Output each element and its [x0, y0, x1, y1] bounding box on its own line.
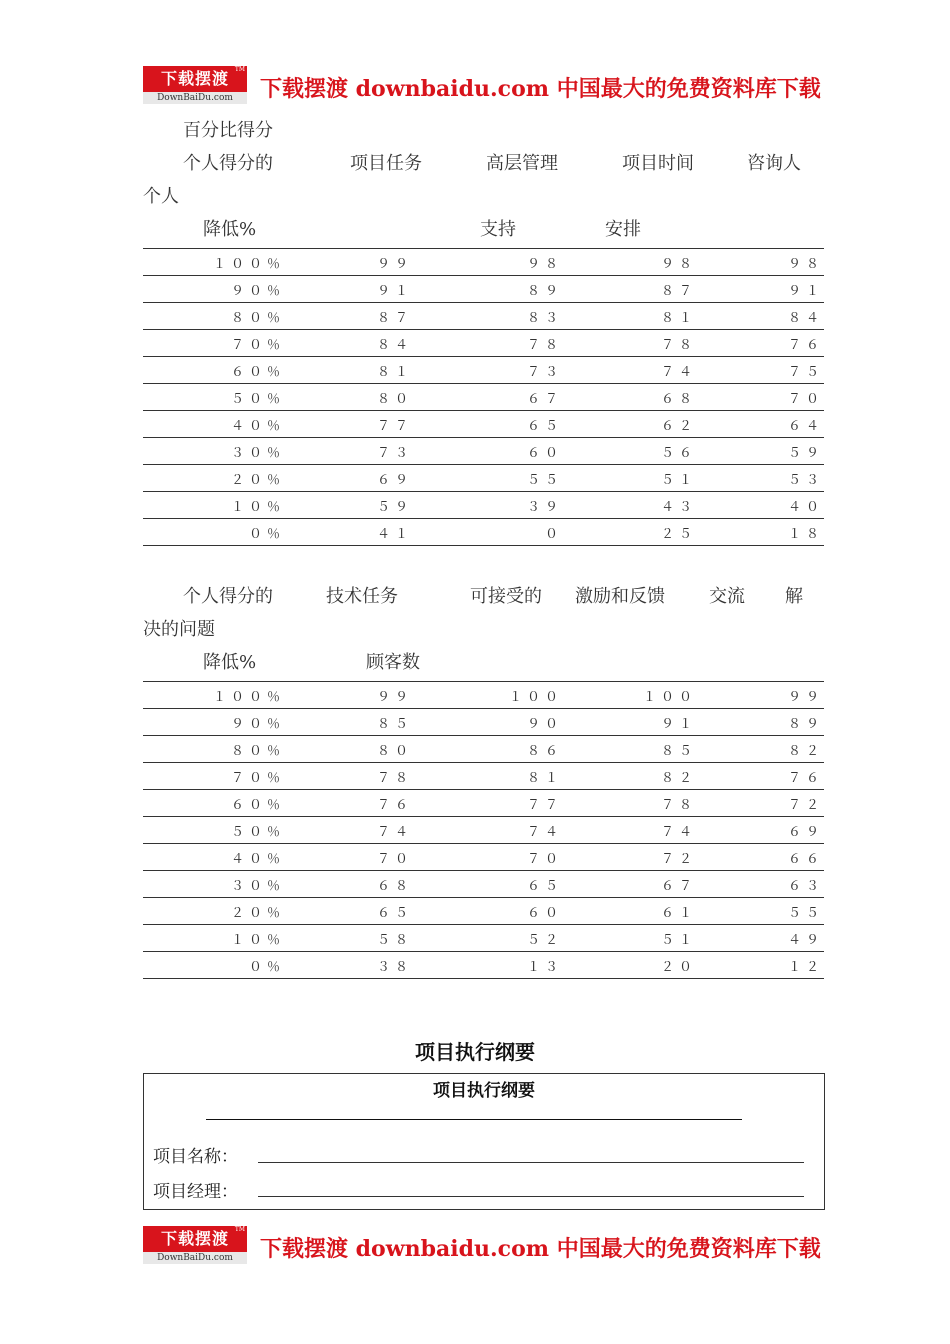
percent-cell: ２０％ [143, 898, 285, 925]
score-cell: ７４ [563, 357, 697, 384]
percent-cell: ６０％ [143, 357, 285, 384]
percent-cell: ０％ [143, 519, 285, 546]
table-row [143, 465, 824, 492]
table1-caption: 百分比得分 [183, 120, 273, 141]
score-cell: ６４ [697, 411, 824, 438]
score-cell: ６９ [285, 465, 413, 492]
score-cell: ８５ [563, 736, 697, 763]
score-cell: ８２ [697, 736, 824, 763]
score-cell: １００ [563, 682, 697, 709]
score-cell: ６６ [697, 844, 824, 871]
score-table-1 [143, 248, 824, 546]
score-cell: ７８ [285, 763, 413, 790]
percent-cell: １０％ [143, 492, 285, 519]
percent-cell: ６０％ [143, 790, 285, 817]
table1-header-support: 支持 [480, 219, 516, 240]
score-cell: ９８ [563, 249, 697, 276]
logo-subtitle: DownBaiDu.com [143, 1252, 247, 1264]
score-cell: ６８ [563, 384, 697, 411]
table-row [143, 357, 824, 384]
score-cell: ９８ [413, 249, 563, 276]
summary-section-title: 项目执行纲要 [415, 1040, 535, 1064]
score-cell: ４０ [697, 492, 824, 519]
score-cell: ７５ [697, 357, 824, 384]
percent-cell: ８０％ [143, 303, 285, 330]
table-row [143, 384, 824, 411]
score-cell: ５６ [563, 438, 697, 465]
score-cell: １８ [697, 519, 824, 546]
project-manager-label: 项目经理： [153, 1182, 238, 1202]
score-cell: ７０ [285, 844, 413, 871]
score-cell: ５３ [697, 465, 824, 492]
score-cell: ７７ [413, 790, 563, 817]
score-cell: ９１ [285, 276, 413, 303]
table-row [143, 736, 824, 763]
score-cell: ５１ [563, 925, 697, 952]
title-underline [206, 1119, 742, 1120]
score-cell: ９０ [413, 709, 563, 736]
percent-cell: ９０％ [143, 276, 285, 303]
percent-cell: ２０％ [143, 465, 285, 492]
score-cell: ７３ [413, 357, 563, 384]
logo-title: 下载摆渡 [143, 66, 247, 92]
score-cell: ７６ [697, 330, 824, 357]
table-row [143, 763, 824, 790]
table-row [143, 303, 824, 330]
score-cell: ７４ [285, 817, 413, 844]
percent-cell: ５０％ [143, 817, 285, 844]
table-row [143, 330, 824, 357]
table-row [143, 519, 824, 546]
banner-link-text[interactable]: 下载摆渡 downbaidu.com 中国最大的免费资料库下载 [260, 76, 821, 102]
score-cell: ８２ [563, 763, 697, 790]
score-cell: ６２ [563, 411, 697, 438]
score-cell: ７２ [697, 790, 824, 817]
score-cell: ４１ [285, 519, 413, 546]
score-cell: ６８ [285, 871, 413, 898]
score-cell: ９８ [697, 249, 824, 276]
table2-header-customers: 顾客数 [366, 652, 420, 673]
score-cell: ７８ [563, 790, 697, 817]
table2-header-col5: 解 [785, 586, 803, 607]
header-banner [143, 66, 821, 106]
score-cell: ８０ [285, 736, 413, 763]
score-cell: ９９ [285, 249, 413, 276]
table-row [143, 925, 824, 952]
downbaidu-logo[interactable] [143, 66, 247, 104]
table2-header-col0: 个人得分的 [183, 586, 273, 607]
table1-header-col0: 个人得分的 [183, 153, 273, 174]
score-cell: ４９ [697, 925, 824, 952]
score-cell: ８４ [285, 330, 413, 357]
trademark-mark: TM [234, 66, 245, 73]
project-name-label: 项目名称： [153, 1147, 238, 1167]
percent-cell: ５０％ [143, 384, 285, 411]
score-cell: ８１ [413, 763, 563, 790]
table1-header-wrap: 个人 [143, 186, 179, 207]
table2-header-col3: 激励和反馈 [575, 586, 665, 607]
percent-cell: ３０％ [143, 871, 285, 898]
score-cell: ６５ [413, 411, 563, 438]
score-cell: ２０ [563, 952, 697, 979]
logo-title: 下载摆渡 [143, 1226, 247, 1252]
score-cell: ３９ [413, 492, 563, 519]
score-cell: １００ [413, 682, 563, 709]
score-cell: ５２ [413, 925, 563, 952]
table2-header-col1: 技术任务 [326, 586, 398, 607]
table-row [143, 682, 824, 709]
table2-header-col2: 可接受的 [470, 586, 542, 607]
table-row [143, 844, 824, 871]
summary-box-title: 项目执行纲要 [433, 1081, 535, 1101]
table2-header-col4: 交流 [709, 586, 745, 607]
percent-cell: ４０％ [143, 411, 285, 438]
table-row [143, 817, 824, 844]
score-cell: ６７ [563, 871, 697, 898]
table-row [143, 709, 824, 736]
percent-cell: ９０％ [143, 709, 285, 736]
score-cell: ８６ [413, 736, 563, 763]
trademark-mark: TM [234, 1226, 245, 1233]
table2-header-wrap: 决的问题 [143, 619, 215, 640]
score-cell: ７６ [285, 790, 413, 817]
score-cell: ４３ [563, 492, 697, 519]
score-cell: ７０ [413, 844, 563, 871]
score-cell: ７０ [697, 384, 824, 411]
score-cell: ２５ [563, 519, 697, 546]
score-cell: ６０ [413, 898, 563, 925]
score-cell: ８９ [413, 276, 563, 303]
score-cell: ６３ [697, 871, 824, 898]
score-cell: ５８ [285, 925, 413, 952]
percent-cell: ７０％ [143, 763, 285, 790]
score-cell: ７３ [285, 438, 413, 465]
score-cell: ５５ [697, 898, 824, 925]
score-cell: ８１ [563, 303, 697, 330]
table-row [143, 790, 824, 817]
score-cell: ７４ [563, 817, 697, 844]
table1-header-col3: 项目时间 [622, 153, 694, 174]
score-cell: ６１ [563, 898, 697, 925]
score-cell: ６７ [413, 384, 563, 411]
percent-cell: ７０％ [143, 330, 285, 357]
score-cell: ８３ [413, 303, 563, 330]
table-row [143, 952, 824, 979]
percent-cell: １００％ [143, 249, 285, 276]
table-row [143, 276, 824, 303]
table1-header-reduce: 降低% [203, 219, 257, 240]
score-cell: ６０ [413, 438, 563, 465]
score-cell: ５９ [697, 438, 824, 465]
score-cell: ５９ [285, 492, 413, 519]
percent-cell: ４０％ [143, 844, 285, 871]
score-cell: ３８ [285, 952, 413, 979]
table-row [143, 411, 824, 438]
score-cell: ８７ [285, 303, 413, 330]
score-cell: ９１ [563, 709, 697, 736]
score-cell: １２ [697, 952, 824, 979]
score-cell: ８０ [285, 384, 413, 411]
table1-header-col2: 高层管理 [486, 153, 558, 174]
score-cell: ９１ [697, 276, 824, 303]
table1-header-schedule: 安排 [605, 219, 641, 240]
project-name-field[interactable] [258, 1162, 804, 1163]
score-cell: ８９ [697, 709, 824, 736]
score-cell: ７２ [563, 844, 697, 871]
percent-cell: ８０％ [143, 736, 285, 763]
logo-subtitle: DownBaiDu.com [143, 92, 247, 104]
score-cell: ８１ [285, 357, 413, 384]
table-row [143, 871, 824, 898]
score-cell: ７６ [697, 763, 824, 790]
table-row [143, 898, 824, 925]
score-cell: １３ [413, 952, 563, 979]
score-cell: ５５ [413, 465, 563, 492]
score-cell: ７４ [413, 817, 563, 844]
score-cell: ８７ [563, 276, 697, 303]
score-cell: ０ [413, 519, 563, 546]
score-cell: ８４ [697, 303, 824, 330]
score-cell: ５１ [563, 465, 697, 492]
percent-cell: １０％ [143, 925, 285, 952]
percent-cell: ０％ [143, 952, 285, 979]
score-cell: ６５ [413, 871, 563, 898]
footer-banner [143, 1226, 821, 1266]
project-manager-field[interactable] [258, 1196, 804, 1197]
score-cell: ８５ [285, 709, 413, 736]
score-cell: ９９ [697, 682, 824, 709]
percent-cell: １００％ [143, 682, 285, 709]
table1-header-col1: 项目任务 [350, 153, 422, 174]
banner-link-text[interactable]: 下载摆渡 downbaidu.com 中国最大的免费资料库下载 [260, 1236, 821, 1262]
table-row [143, 438, 824, 465]
downbaidu-logo[interactable] [143, 1226, 247, 1264]
score-cell: ７８ [563, 330, 697, 357]
score-cell: ７８ [413, 330, 563, 357]
table2-header-reduce: 降低% [203, 652, 257, 673]
percent-cell: ３０％ [143, 438, 285, 465]
table1-header-col4: 咨询人 [747, 153, 801, 174]
score-table-2 [143, 681, 824, 979]
score-cell: ６９ [697, 817, 824, 844]
score-cell: ６５ [285, 898, 413, 925]
table-row [143, 492, 824, 519]
score-cell: ７７ [285, 411, 413, 438]
summary-form-box [143, 1073, 825, 1210]
table-row [143, 249, 824, 276]
score-cell: ９９ [285, 682, 413, 709]
